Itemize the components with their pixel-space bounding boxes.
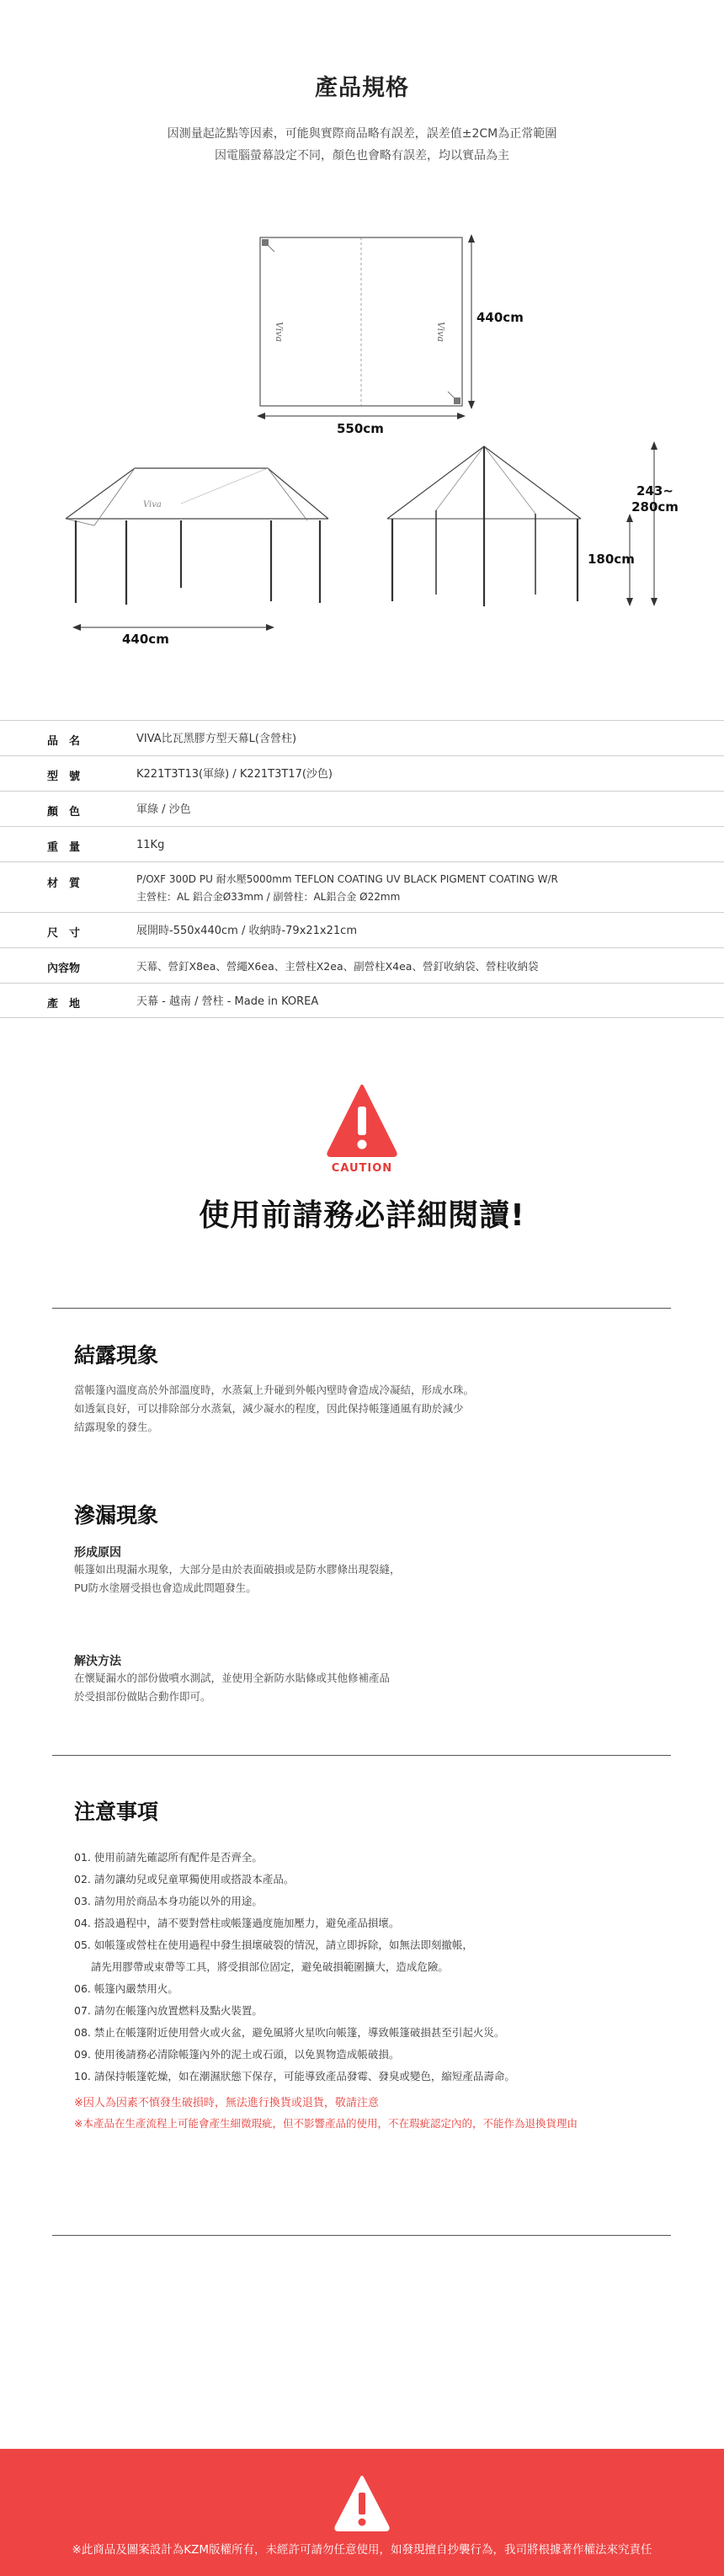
paragraph-line: 帳篷如出現漏水現象，大部分是由於表面破損或是防水膠條出現裂縫，	[74, 1563, 401, 1576]
solution-heading: 解決方法	[74, 1655, 121, 1668]
spec-value: K221T3T13(軍綠) / K221T3T17(沙色)	[136, 768, 333, 781]
paragraph-line: 結露現象的發生。	[74, 1421, 159, 1433]
notice-item: 09. 使用後請務必清除帳篷內外的泥土或石頭，以免異物造成帳破損。	[74, 2048, 400, 2061]
depth-label: 440cm	[476, 310, 524, 325]
spec-value: 天幕 - 越南 / 營柱 - Made in KOREA	[136, 995, 319, 1008]
notice-item: 04. 搭設過程中，請不要對營柱或帳篷過度施加壓力，避免產品損壞。	[74, 1917, 400, 1929]
front-width-label: 440cm	[122, 632, 169, 647]
spec-label: 材 質	[47, 877, 81, 890]
paragraph-line: PU防水塗層受損也會造成此問題發生。	[74, 1581, 257, 1594]
notice-item: 10. 請保持帳篷乾燥，如在潮濕狀態下保存，可能導致產品發霉、發臭或變色，縮短產品壽命。	[74, 2070, 515, 2083]
spec-label: 內容物	[47, 963, 81, 975]
intro-line: 因測量起訖點等因素，可能與實際商品略有誤差，誤差值±2CM為正常範圍	[167, 127, 557, 141]
warning-note: ※本產品在生產流程上可能會產生細微瑕疵，但不影響產品的使用，不在瑕疵認定內的，不能作為退換貨理由	[74, 2117, 578, 2130]
notice-item: 請先用膠帶或束帶等工具，將受損部位固定，避免破損範圍擴大，造成危險。	[74, 1960, 449, 1973]
spec-value: 展開時-550x440cm / 收納時-79x21x21cm	[136, 925, 357, 937]
spec-value-line: 主營柱：AL 鋁合金Ø33mm / 副營柱：AL鋁合金 Ø22mm	[136, 891, 401, 903]
solution-text	[74, 1669, 613, 1706]
cause-heading: 形成原因	[74, 1546, 121, 1560]
paragraph-line: 於受損部份做貼合動作即可。	[74, 1690, 211, 1703]
condensation-text	[74, 1381, 613, 1437]
notice-item: 06. 帳篷內嚴禁用火。	[74, 1982, 178, 1995]
spec-label: 品 名	[47, 735, 81, 748]
warning-triangle-icon	[326, 1083, 398, 1159]
copyright-banner	[0, 2449, 724, 2576]
paragraph-line: 當帳篷內溫度高於外部溫度時，水蒸氣上升碰到外帳內壁時會造成冷凝結，形成水珠。	[74, 1384, 475, 1396]
spec-value: VIVA比瓦黑膠方型天幕L(含營柱)	[136, 733, 297, 745]
paragraph-line: 如透氣良好，可以排除部分水蒸氣，減少凝水的程度，因此保持帳篷通風有助於減少	[74, 1402, 464, 1415]
divider	[52, 2235, 671, 2236]
spec-label: 重 量	[47, 841, 81, 854]
paragraph-line: 在懷疑漏水的部份做噴水測試，並使用全新防水貼條或其他修補產品	[74, 1672, 391, 1684]
spec-value: 軍綠 / 沙色	[136, 803, 191, 816]
spec-label: 尺 寸	[47, 927, 81, 940]
cause-text	[74, 1560, 613, 1597]
intro-line: 因電腦螢幕設定不同，顏色也會略有誤差，均以實品為主	[215, 149, 509, 163]
width-label: 550cm	[337, 421, 384, 436]
spec-row	[0, 826, 724, 861]
notice-title: 注意事項	[74, 1800, 159, 1824]
caution-label: CAUTION	[331, 1162, 393, 1175]
notice-item: 05. 如帳篷或營柱在使用過程中發生損壞破裂的情況，請立即拆除，如無法即刻撤帳，	[74, 1939, 473, 1951]
caution-headline: 使用前請務必詳細閱讀!	[199, 1198, 525, 1233]
center-height-label: 243~ 280cm	[631, 483, 679, 515]
copyright-text: ※此商品及圖案設計為KZM版權所有，未經許可請勿任意使用，如發現擅自抄襲行為，我司將根據著作權法來究責任	[72, 2543, 652, 2557]
spec-label: 型 號	[47, 771, 81, 783]
notice-item: 07. 請勿在帳篷內放置燃料及點火裝置。	[74, 2004, 263, 2017]
spec-value-line: P/OXF 300D PU 耐水壓5000mm TEFLON COATING UV BLACK PIGMENT COATING W/R	[136, 873, 558, 885]
spec-label: 顏 色	[47, 806, 81, 819]
front-view-diagram	[0, 446, 362, 657]
leakage-title: 滲漏現象	[74, 1503, 159, 1528]
notice-item: 01. 使用前請先確認所有配件是否齊全。	[74, 1851, 263, 1864]
divider	[52, 1308, 671, 1309]
divider	[52, 1755, 671, 1756]
side-height-label: 180cm	[588, 552, 635, 567]
spec-row	[0, 861, 724, 912]
spec-label: 產 地	[47, 998, 81, 1011]
spec-row	[0, 755, 724, 791]
warning-note: ※因人為因素不慎發生破損時，無法進行換貨或退貨，敬請注意	[74, 2097, 379, 2109]
spec-row	[0, 947, 724, 983]
spec-row	[0, 720, 724, 755]
spec-value: 天幕、營釘X8ea、營繩X6ea、主營柱X2ea、副營柱X4ea、營釘收納袋、營柱收納袋	[136, 960, 539, 973]
corner-patch	[454, 397, 460, 404]
logo-mark: Viva	[143, 500, 162, 509]
notice-item: 03. 請勿用於商品本身功能以外的用途。	[74, 1895, 263, 1907]
spec-value	[136, 871, 700, 906]
logo-mark: Viva	[435, 322, 446, 343]
spec-row	[0, 983, 724, 1018]
spec-value: 11Kg	[136, 839, 165, 851]
spec-row	[0, 791, 724, 826]
side-view-diagram	[362, 429, 724, 648]
spec-row	[0, 912, 724, 947]
notice-item: 08. 禁止在帳篷附近使用營火或火盆，避免風將火星吹向帳篷，導致帳篷破損甚至引起火災。	[74, 2026, 505, 2039]
notice-item: 02. 請勿讓幼兒或兒童單獨使用或搭設本產品。	[74, 1873, 295, 1885]
condensation-title: 結露現象	[74, 1343, 159, 1368]
corner-patch	[262, 239, 269, 246]
warning-triangle-icon	[333, 2474, 391, 2533]
logo-mark: Viva	[274, 322, 285, 343]
page-title: 產品規格	[315, 75, 409, 101]
